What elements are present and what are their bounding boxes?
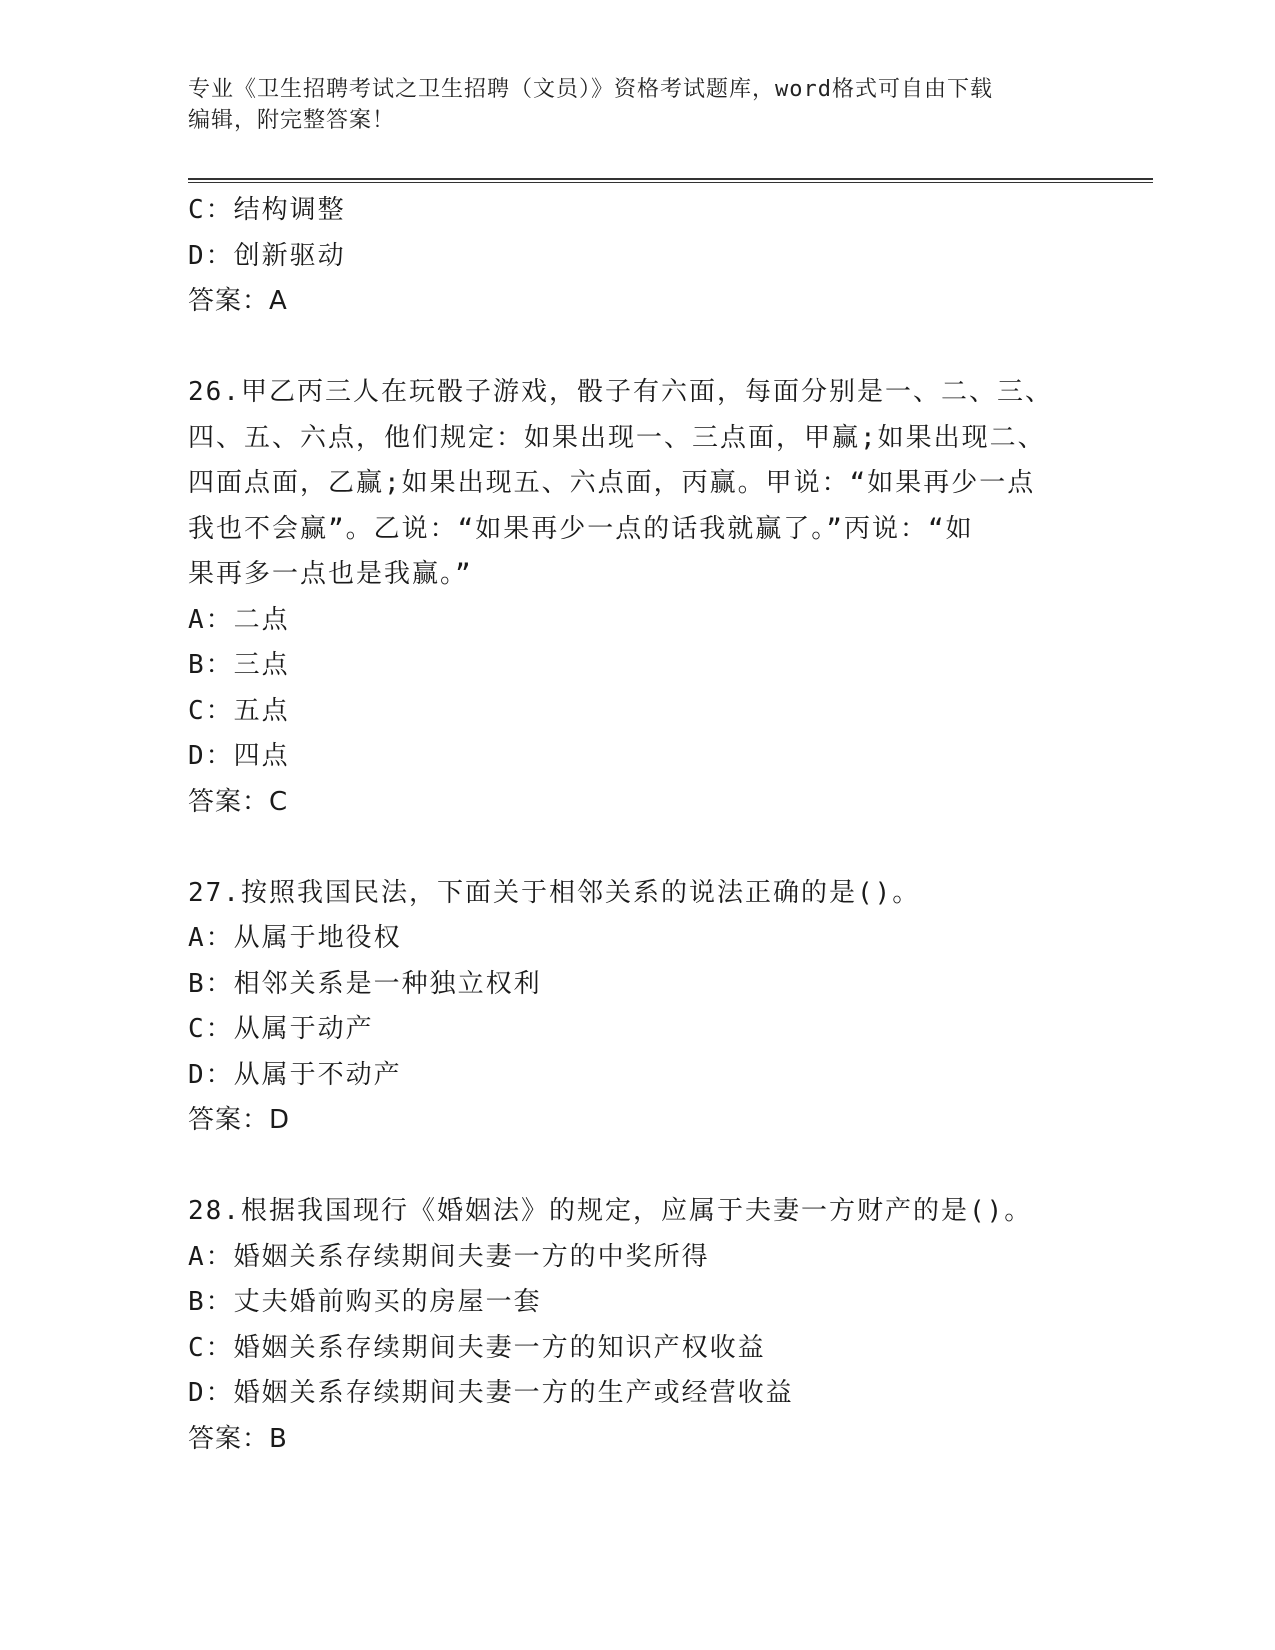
q25-option-c: C：结构调整 — [188, 195, 346, 225]
q26-answer: 答案：C — [188, 786, 289, 817]
q27-option-a: A：从属于地役权 — [188, 923, 402, 953]
q26-stem-line: 我也不会赢”。乙说：“如果再少一点的话我就赢了。”丙说：“如 — [188, 513, 974, 544]
header-line-2: 编辑，附完整答案！ — [188, 108, 396, 133]
page-header — [188, 74, 1088, 136]
q28-answer: 答案：B — [188, 1423, 288, 1454]
q26-stem-line: 四、五、六点，他们规定：如果出现一、三点面，甲赢;如果出现二、 — [188, 422, 1046, 453]
q27-option-c: C：从属于动产 — [188, 1014, 374, 1044]
q26-option-d: D：四点 — [188, 741, 290, 771]
q27-option-b: B：相邻关系是一种独立权利 — [188, 968, 542, 999]
q28-stem-line: 28.根据我国现行《婚姻法》的规定，应属于夫妻一方财产的是()。 — [188, 1196, 1033, 1226]
header-divider — [188, 178, 1153, 183]
spacer — [188, 825, 1088, 871]
q25-option-d: D：创新驱动 — [188, 240, 346, 271]
header-line-1: 专业《卫生招聘考试之卫生招聘（文员）》资格考试题库，word格式可自由下载 — [188, 77, 993, 102]
question-26 — [188, 370, 1088, 825]
spacer — [188, 325, 1088, 371]
q27-option-d: D：从属于不动产 — [188, 1059, 402, 1090]
q26-stem-line: 26.甲乙丙三人在玩骰子游戏，骰子有六面，每面分别是一、二、三、 — [188, 377, 1053, 407]
q27-answer: 答案：D — [188, 1105, 291, 1135]
spacer — [188, 1144, 1088, 1190]
q28-option-a: A：婚姻关系存续期间夫妻一方的中奖所得 — [188, 1241, 710, 1272]
question-content — [188, 188, 1088, 1462]
q28-option-d: D：婚姻关系存续期间夫妻一方的生产或经营收益 — [188, 1378, 794, 1408]
question-28 — [188, 1189, 1088, 1462]
q26-option-a: A：二点 — [188, 604, 290, 635]
q27-stem-line: 27.按照我国民法，下面关于相邻关系的说法正确的是()。 — [188, 877, 921, 908]
q26-option-c: C：五点 — [188, 695, 290, 726]
q26-option-b: B：三点 — [188, 650, 290, 680]
question-27 — [188, 871, 1088, 1144]
q26-stem-line: 四面点面，乙赢;如果出现五、六点面，丙赢。甲说：“如果再少一点 — [188, 468, 1036, 498]
q28-option-c: C：婚姻关系存续期间夫妻一方的知识产权收益 — [188, 1332, 766, 1363]
q28-option-b: B：丈夫婚前购买的房屋一套 — [188, 1287, 542, 1317]
q26-stem-line: 果再多一点也是我赢。” — [188, 559, 473, 589]
q25-answer: 答案：A — [188, 286, 288, 316]
